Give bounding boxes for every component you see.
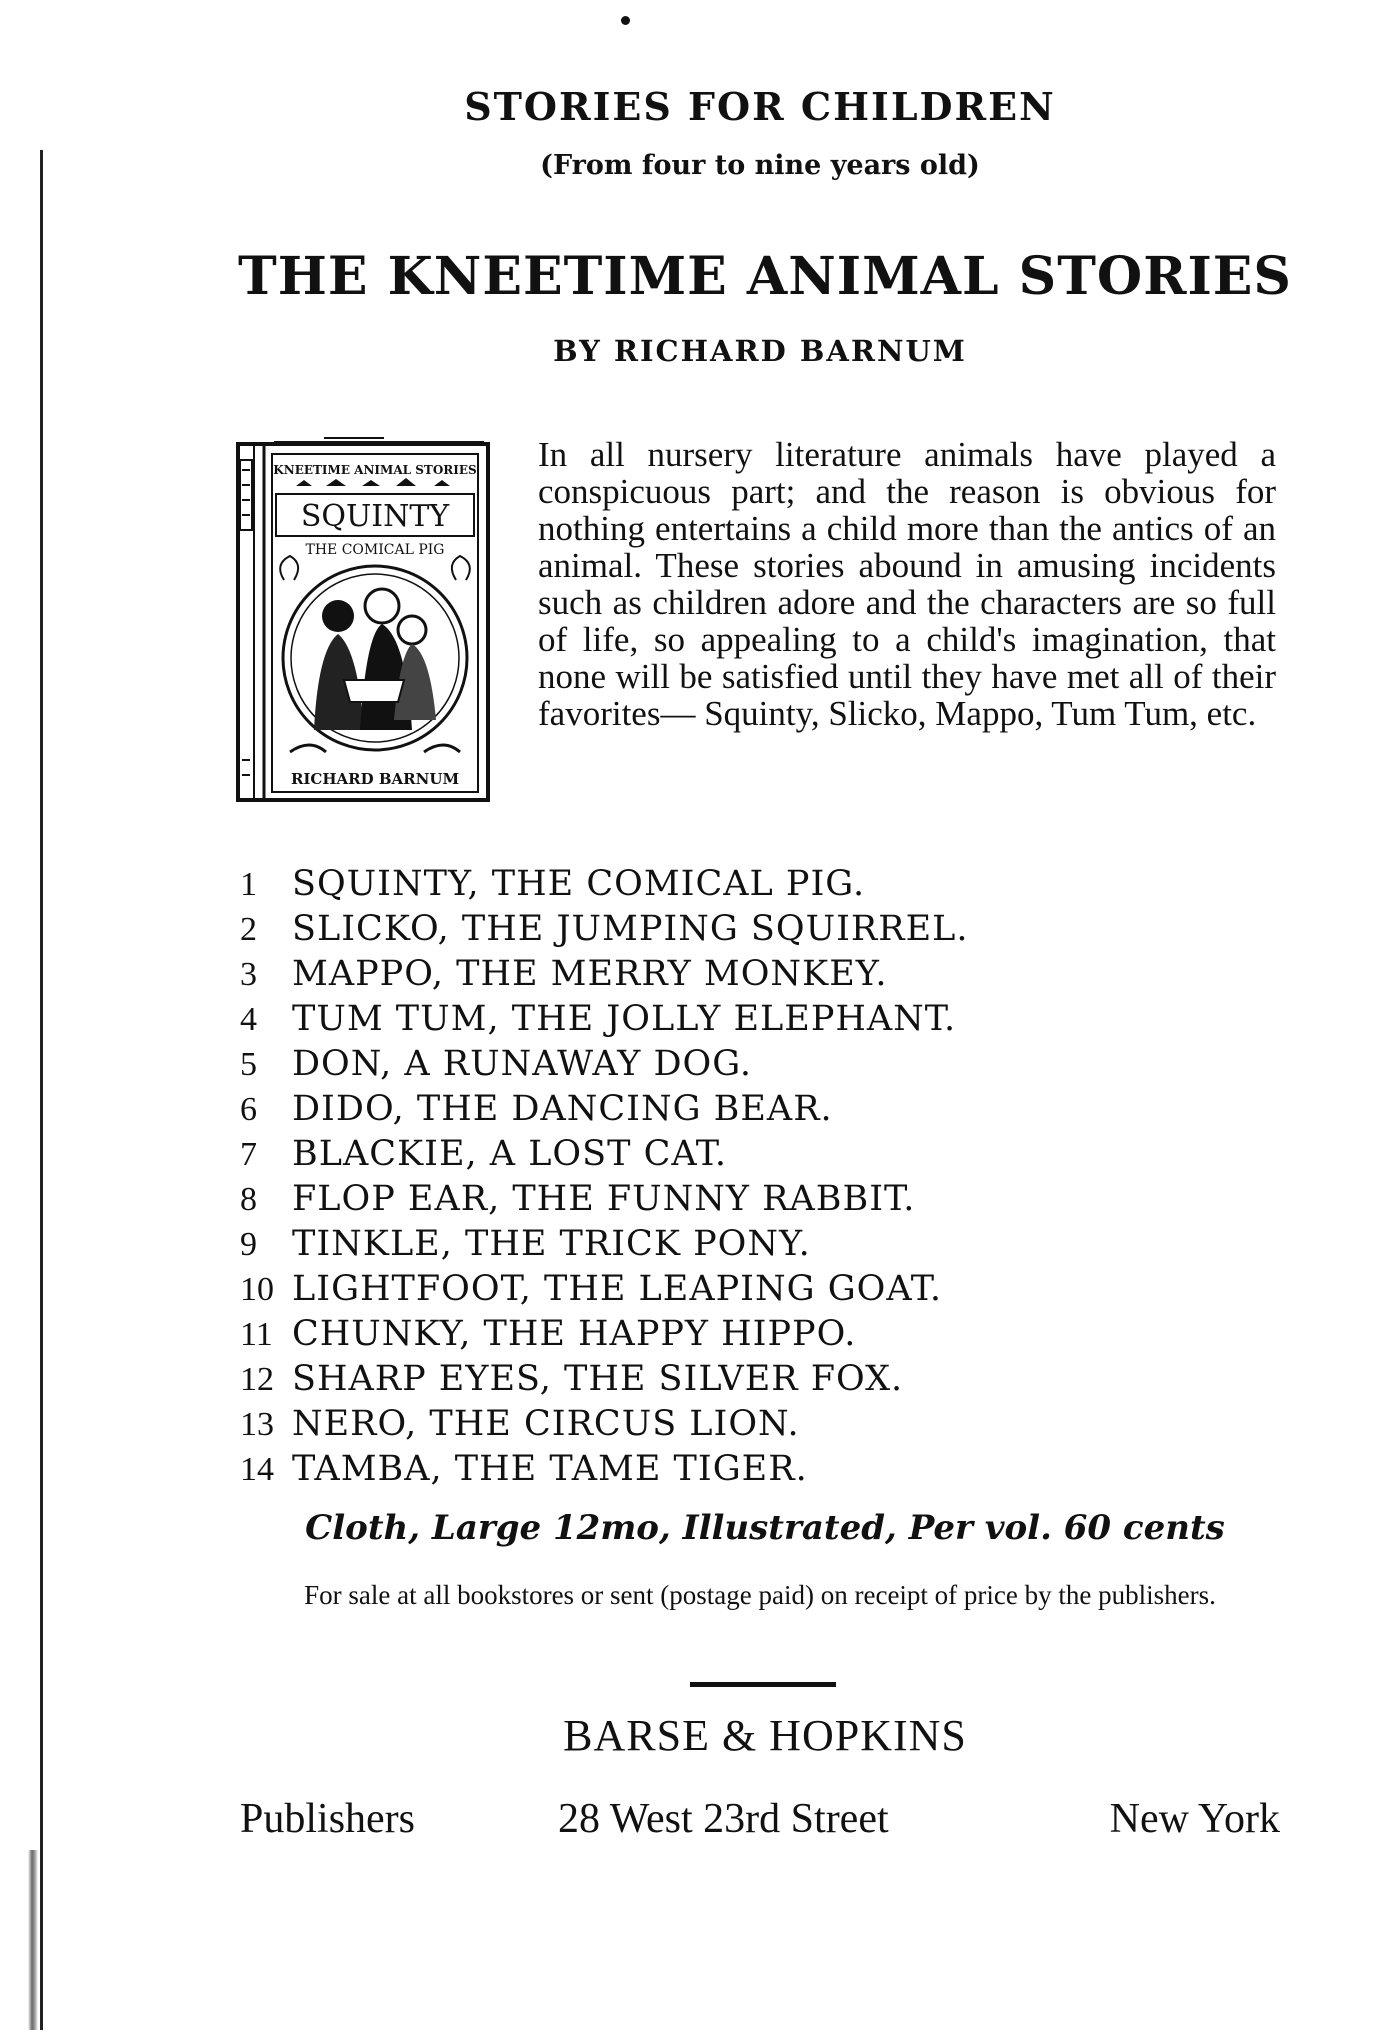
book-title: TAMBA, THE TAME TIGER.: [292, 1449, 808, 1489]
series-description: In all nursery literature animals have played a conspicuous part; and the reason is obvious for nothing entertains a child more than the antics of an animal. These stories abound in amusing incidents such as children adore and the characters are so full of life, so appealing to a child's imagination, that none will be satisfied until they have met all of their favorites— Squinty, Slicko, Mappo, Tum Tum, etc.: [538, 435, 1276, 733]
list-item: [240, 1402, 969, 1447]
list-item: [240, 1447, 969, 1492]
book-number: 6: [240, 1091, 257, 1128]
book-number: 10: [240, 1271, 274, 1308]
series-title: STORIES FOR CHILDREN: [464, 84, 1056, 129]
book-title: DON, A RUNAWAY DOG.: [292, 1044, 753, 1084]
book-number: 1: [240, 866, 257, 903]
list-item: [240, 1222, 969, 1267]
book-number: 3: [240, 956, 257, 993]
book-number: 12: [240, 1361, 274, 1398]
book-number: 11: [240, 1316, 273, 1353]
book-title: NERO, THE CIRCUS LION.: [292, 1404, 800, 1444]
book-title: MAPPO, THE MERRY MONKEY.: [292, 954, 888, 994]
book-number: 8: [240, 1181, 257, 1218]
book-number: 2: [240, 911, 257, 948]
book-title: DIDO, THE DANCING BEAR.: [292, 1089, 833, 1129]
list-item: [240, 952, 969, 997]
book-number: 14: [240, 1451, 274, 1488]
list-item: [240, 1267, 969, 1312]
cover-subtitle: THE COMICAL PIG: [305, 542, 445, 558]
list-item: [240, 1132, 969, 1177]
book-cover-illustration: [234, 430, 494, 806]
main-title: THE KNEETIME ANIMAL STORIES: [238, 246, 1292, 307]
list-item: [240, 1312, 969, 1357]
book-title: LIGHTFOOT, THE LEAPING GOAT.: [292, 1269, 943, 1309]
series-subtitle: (From four to nine years old): [540, 150, 980, 181]
cover-title: SQUINTY: [300, 499, 450, 534]
sale-note: For sale at all bookstores or sent (postage paid) on receipt of price by the publishers.: [304, 1580, 1216, 1610]
book-title: TINKLE, THE TRICK PONY.: [292, 1224, 811, 1264]
publisher-address: 28 West 23rd Street: [558, 1796, 889, 1842]
publisher-label: Publishers: [240, 1796, 416, 1842]
publisher-city: New York: [1109, 1796, 1280, 1842]
list-item: [240, 1087, 969, 1132]
book-title: SQUINTY, THE COMICAL PIG.: [292, 864, 866, 904]
book-title: BLACKIE, A LOST CAT.: [292, 1134, 728, 1174]
list-item: [240, 1042, 969, 1087]
book-number: 4: [240, 1001, 257, 1038]
page-binding-shadow: [28, 1850, 38, 2030]
price-line: Cloth, Large 12mo, Illustrated, Per vol. 60 cents: [305, 1508, 1225, 1548]
book-number: 7: [240, 1136, 257, 1173]
ink-dot: [621, 16, 630, 25]
book-title: SHARP EYES, THE SILVER FOX.: [292, 1359, 904, 1399]
list-item: [240, 997, 969, 1042]
cover-series-label: KNEETIME ANIMAL STORIES: [273, 463, 477, 477]
author-line: BY RICHARD BARNUM: [553, 334, 967, 368]
list-item: [240, 907, 969, 952]
publisher-footer: [240, 1795, 1280, 1851]
list-item: [240, 1177, 969, 1222]
book-title: FLOP EAR, THE FUNNY RABBIT.: [292, 1179, 916, 1219]
book-list: [240, 862, 969, 1492]
book-number: 5: [240, 1046, 257, 1083]
book-title: SLICKO, THE JUMPING SQUIRREL.: [292, 909, 969, 949]
cover-author: RICHARD BARNUM: [290, 770, 460, 788]
publisher-name: BARSE & HOPKINS: [563, 1711, 967, 1760]
divider-rule: [690, 1682, 836, 1687]
list-item: [240, 862, 969, 907]
book-number: 9: [240, 1226, 257, 1263]
book-number: 13: [240, 1406, 274, 1443]
book-title: TUM TUM, THE JOLLY ELEPHANT.: [292, 999, 957, 1039]
book-title: CHUNKY, THE HAPPY HIPPO.: [292, 1314, 857, 1354]
list-item: [240, 1357, 969, 1402]
